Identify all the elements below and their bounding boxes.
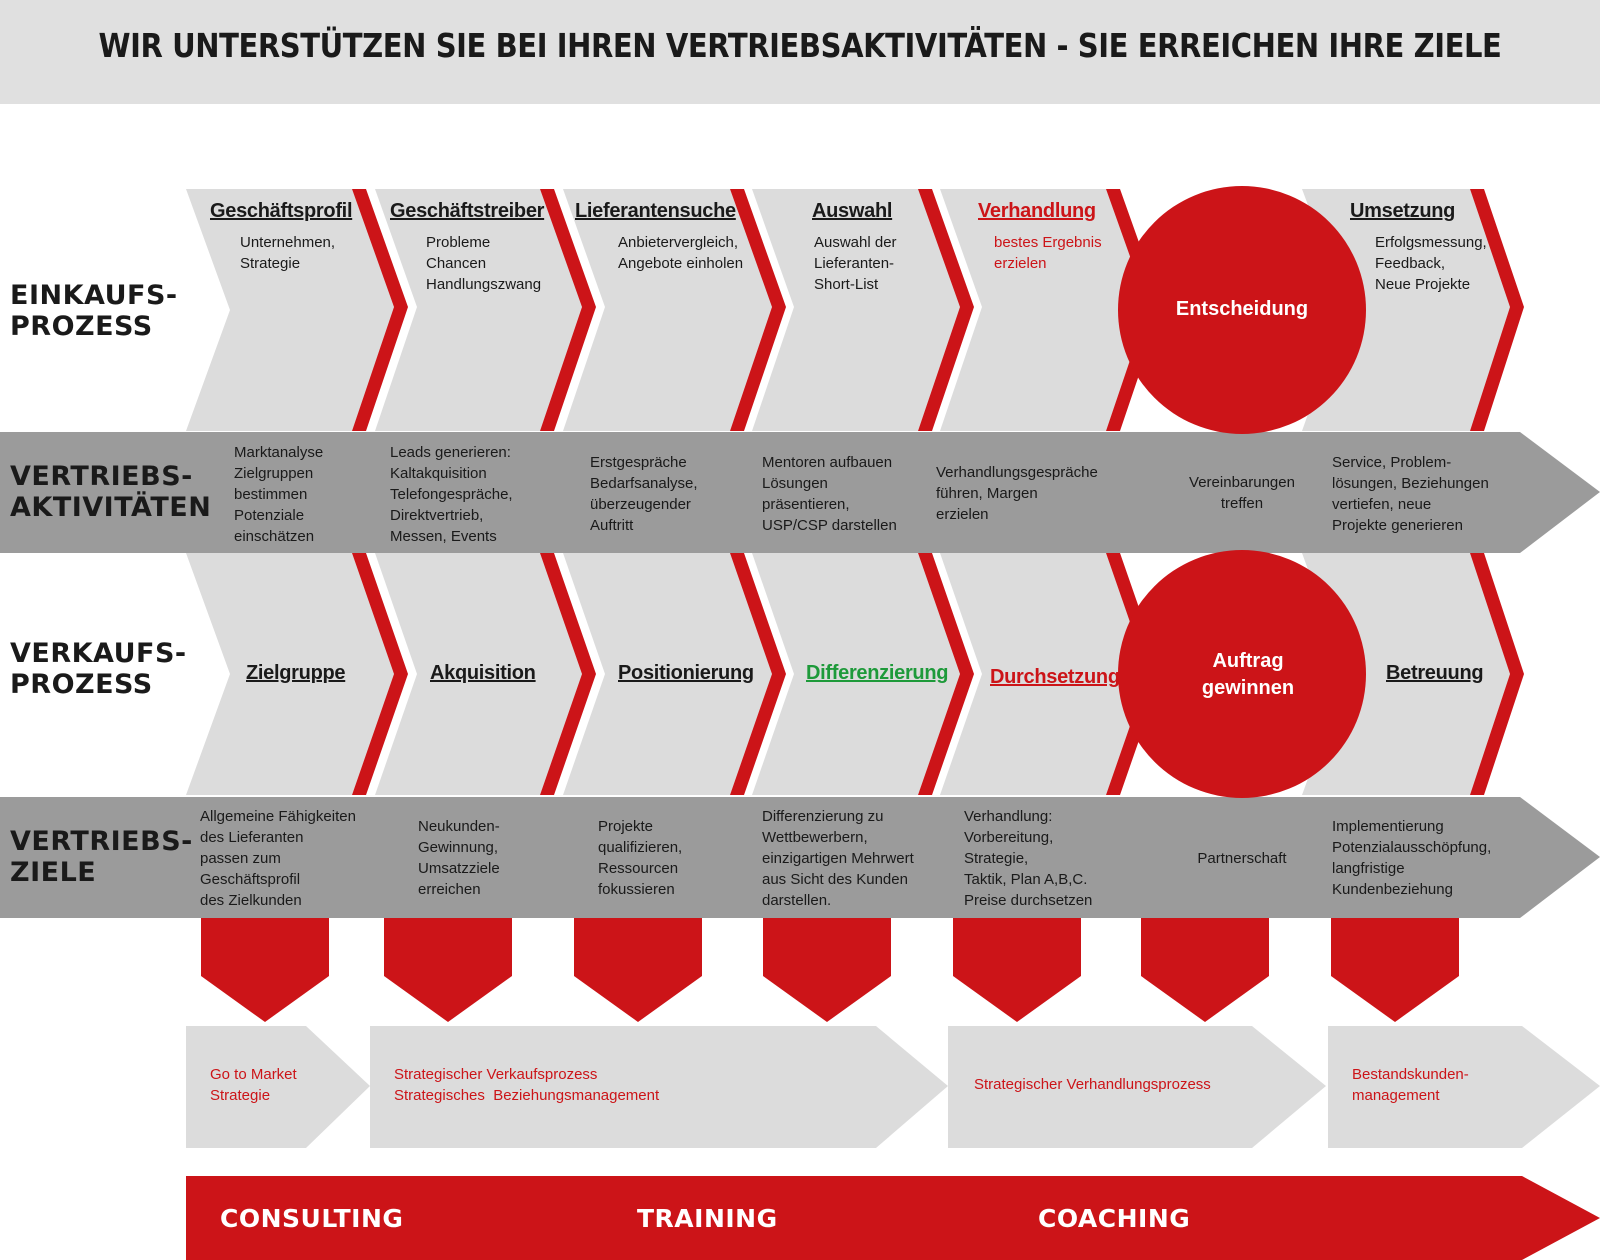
label-einkaufsprozess-line2: PROZESS (10, 311, 153, 342)
einkauf-title-6: Umsetzung (1350, 200, 1456, 222)
aktivitaet-3-line1: Erstgespräche (590, 454, 687, 471)
aktivitaet-5-line2: führen, Margen (936, 485, 1038, 502)
einkauf-desc-2 (426, 232, 541, 295)
einkauf-desc-5-line2: erzielen (994, 255, 1047, 272)
bar-training: TRAINING (637, 1204, 778, 1233)
label-vertriebsziele-line2: ZIELE (10, 857, 97, 888)
aktivitaet-2-line2: Kaltakquisition (390, 465, 487, 482)
verkauf-title-2: Akquisition (430, 662, 536, 684)
page-title: WIR UNTERSTÜTZEN SIE BEI IHREN VERTRIEBSAKTIVITÄTEN - SIE ERREICHEN IHRE ZIELE (98, 26, 1502, 65)
einkauf-desc-4-line3: Short-List (814, 276, 879, 293)
down-pointer-3 (574, 918, 702, 1022)
einkauf-title-3: Lieferantensuche (575, 200, 736, 222)
ziel-2-line2: Gewinnung, (418, 839, 499, 856)
label-verkaufsprozess (10, 638, 187, 700)
down-pointer-5 (953, 918, 1081, 1022)
aktivitaet-7 (1332, 452, 1489, 536)
einkauf-desc-5-line1: bestes Ergebnis (994, 234, 1102, 251)
ziel-4-line1: Differenzierung zu (762, 808, 884, 825)
ziel-3-line2: qualifizieren, (598, 839, 683, 856)
einkauf-title-5: Verhandlung (978, 200, 1096, 222)
einkauf-desc-1-line1: Unternehmen, (240, 234, 336, 251)
ziel-1 (200, 806, 356, 911)
ziel-5-line5: Preise durchsetzen (964, 892, 1093, 909)
einkauf-desc-1-line2: Strategie (240, 255, 301, 272)
service-4-line2: management (1352, 1087, 1440, 1104)
service-3 (974, 1074, 1211, 1095)
ziel-5-line2: Vorbereitung, (964, 829, 1054, 846)
ziel-7-line3: langfristige (1332, 860, 1405, 877)
verkauf-title-1: Zielgruppe (246, 662, 346, 684)
aktivitaet-3-line3: überzeugender (590, 496, 691, 513)
ziel-7-line4: Kundenbeziehung (1332, 881, 1453, 898)
aktivitaet-5-line3: erzielen (936, 506, 989, 523)
ziel-1-line4: Geschäftsprofil (200, 871, 301, 888)
verkauf-title-3: Positionierung (618, 662, 754, 684)
ziel-7-line2: Potenzialausschöpfung, (1332, 839, 1492, 856)
ziel-4-line4: aus Sicht des Kunden (762, 871, 908, 888)
auftrag-label-line2: gewinnen (1201, 677, 1295, 699)
aktivitaet-1-line3: bestimmen (234, 486, 308, 503)
label-verkaufsprozess-line1: VERKAUFS- (10, 638, 187, 669)
ziel-1-line3: passen zum (200, 850, 281, 867)
einkauf-title-2: Geschäftstreiber (390, 200, 545, 222)
service-2-line1: Strategischer Verkaufsprozess (394, 1066, 598, 1083)
entscheidung-label: Entscheidung (1175, 298, 1309, 320)
einkauf-desc-4-line1: Auswahl der (814, 234, 897, 251)
aktivitaet-2-line4: Direktvertrieb, (390, 507, 484, 524)
service-1-line2: Strategie (210, 1087, 271, 1104)
auftrag-label (1148, 648, 1348, 702)
einkauf-desc-4-line2: Lieferanten- (814, 255, 895, 272)
label-vertriebsaktivitaeten (10, 461, 211, 523)
ziel-6 (1162, 848, 1322, 869)
einkauf-title-4: Auswahl (812, 200, 893, 222)
aktivitaet-7-line3: vertiefen, neue (1332, 496, 1432, 513)
ziel-7 (1332, 816, 1491, 900)
verkauf-title-6: Betreuung (1386, 662, 1484, 684)
ziel-5-line3: Strategie, (964, 850, 1029, 867)
aktivitaet-5-line1: Verhandlungsgespräche (936, 464, 1098, 481)
einkauf-desc-2-line3: Handlungszwang (426, 276, 542, 293)
bar-coaching: COACHING (1038, 1204, 1191, 1233)
aktivitaet-5 (936, 462, 1098, 525)
ziel-4-line5: darstellen. (762, 892, 832, 909)
ziel-2-line3: Umsatzziele (418, 860, 500, 877)
aktivitaet-1-line4: Potenziale (234, 507, 305, 524)
ziel-3-line1: Projekte (598, 818, 654, 835)
chevron-einkauf-1 (186, 189, 394, 431)
aktivitaet-3 (590, 452, 698, 536)
service-4 (1352, 1064, 1469, 1106)
service-1 (210, 1064, 297, 1106)
label-verkaufsprozess-line2: PROZESS (10, 669, 153, 700)
einkauf-desc-5 (994, 232, 1102, 274)
ziel-5-line4: Taktik, Plan A,B,C. (964, 871, 1088, 888)
aktivitaet-7-line1: Service, Problem- (1332, 454, 1452, 471)
aktivitaet-6 (1172, 472, 1312, 514)
ziel-7-line1: Implementierung (1332, 818, 1444, 835)
aktivitaet-4-line4: USP/CSP darstellen (762, 517, 897, 534)
verkauf-title-5: Durchsetzung (990, 666, 1120, 688)
service-2-line2: Strategisches Beziehungsmanagement (394, 1087, 660, 1104)
down-pointer-1 (201, 918, 329, 1022)
ziel-2 (418, 816, 500, 900)
verkauf-title-4: Differenzierung (806, 662, 949, 684)
ziel-1-line2: des Lieferanten (200, 829, 304, 846)
einkauf-title-1: Geschäftsprofil (210, 200, 353, 222)
ziel-5 (964, 806, 1092, 911)
aktivitaet-4 (762, 452, 897, 536)
ziel-5-line1: Verhandlung: (964, 808, 1053, 825)
ziel-4-line2: Wettbewerbern, (762, 829, 868, 846)
aktivitaet-7-line4: Projekte generieren (1332, 517, 1463, 534)
aktivitaet-4-line3: präsentieren, (762, 496, 850, 513)
aktivitaet-2-line5: Messen, Events (390, 528, 497, 545)
einkauf-desc-6 (1375, 232, 1487, 295)
service-3-line1: Strategischer Verhandlungsprozess (974, 1076, 1211, 1093)
ziel-4-line3: einzigartigen Mehrwert (762, 850, 914, 867)
label-vertriebsaktivitaeten-line2: AKTIVITÄTEN (10, 492, 212, 523)
ziel-2-line1: Neukunden- (418, 818, 500, 835)
down-pointer-4 (763, 918, 891, 1022)
einkauf-desc-3-line2: Angebote einholen (618, 255, 744, 272)
aktivitaet-2-line1: Leads generieren: (390, 444, 511, 461)
service-2 (394, 1064, 659, 1106)
einkauf-desc-6-line3: Neue Projekte (1375, 276, 1471, 293)
ziel-4 (762, 806, 914, 911)
einkauf-desc-6-line2: Feedback, (1375, 255, 1446, 272)
aktivitaet-3-line2: Bedarfsanalyse, (590, 475, 698, 492)
down-pointer-6 (1141, 918, 1269, 1022)
einkauf-desc-6-line1: Erfolgsmessung, (1375, 234, 1487, 251)
ziel-3-line4: fokussieren (598, 881, 675, 898)
ziel-1-line1: Allgemeine Fähigkeiten (200, 808, 356, 825)
ziel-2-line4: erreichen (418, 881, 481, 898)
aktivitaet-3-line4: Auftritt (590, 517, 634, 534)
ziel-3-line3: Ressourcen (598, 860, 679, 877)
einkauf-desc-4 (814, 232, 897, 295)
aktivitaet-7-line2: lösungen, Beziehungen (1332, 475, 1489, 492)
einkauf-desc-2-line1: Probleme (426, 234, 491, 251)
label-vertriebsziele (10, 826, 193, 888)
aktivitaet-1 (234, 442, 323, 547)
label-einkaufsprozess-line1: EINKAUFS- (10, 280, 178, 311)
aktivitaet-2 (390, 442, 513, 547)
einkauf-desc-3-line1: Anbietervergleich, (618, 234, 739, 251)
aktivitaet-1-line2: Zielgruppen (234, 465, 314, 482)
einkauf-desc-2-line2: Chancen (426, 255, 487, 272)
label-einkaufsprozess (10, 280, 178, 342)
aktivitaet-2-line3: Telefongespräche, (390, 486, 513, 503)
ziel-3 (598, 816, 682, 900)
aktivitaet-6-line2: treffen (1220, 495, 1264, 512)
down-pointer-7 (1331, 918, 1459, 1022)
auftrag-label-line1: Auftrag (1212, 650, 1284, 672)
bar-consulting: CONSULTING (220, 1204, 404, 1233)
ziel-1-line5: des Zielkunden (200, 892, 302, 909)
aktivitaet-4-line2: Lösungen (762, 475, 828, 492)
aktivitaet-1-line5: einschätzen (234, 528, 315, 545)
label-vertriebsaktivitaeten-line1: VERTRIEBS- (10, 461, 193, 492)
einkauf-desc-1 (240, 232, 335, 274)
aktivitaet-6-line1: Vereinbarungen (1189, 474, 1295, 491)
service-1-line1: Go to Market (210, 1066, 297, 1083)
aktivitaet-1-line1: Marktanalyse (234, 444, 324, 461)
einkauf-desc-3 (618, 232, 743, 274)
down-pointer-2 (384, 918, 512, 1022)
service-4-line1: Bestandskunden- (1352, 1066, 1469, 1083)
down-pointers (201, 918, 1459, 1022)
label-vertriebsziele-line1: VERTRIEBS- (10, 826, 193, 857)
ziel-6-line1: Partnerschaft (1197, 850, 1287, 867)
aktivitaet-4-line1: Mentoren aufbauen (762, 454, 893, 471)
